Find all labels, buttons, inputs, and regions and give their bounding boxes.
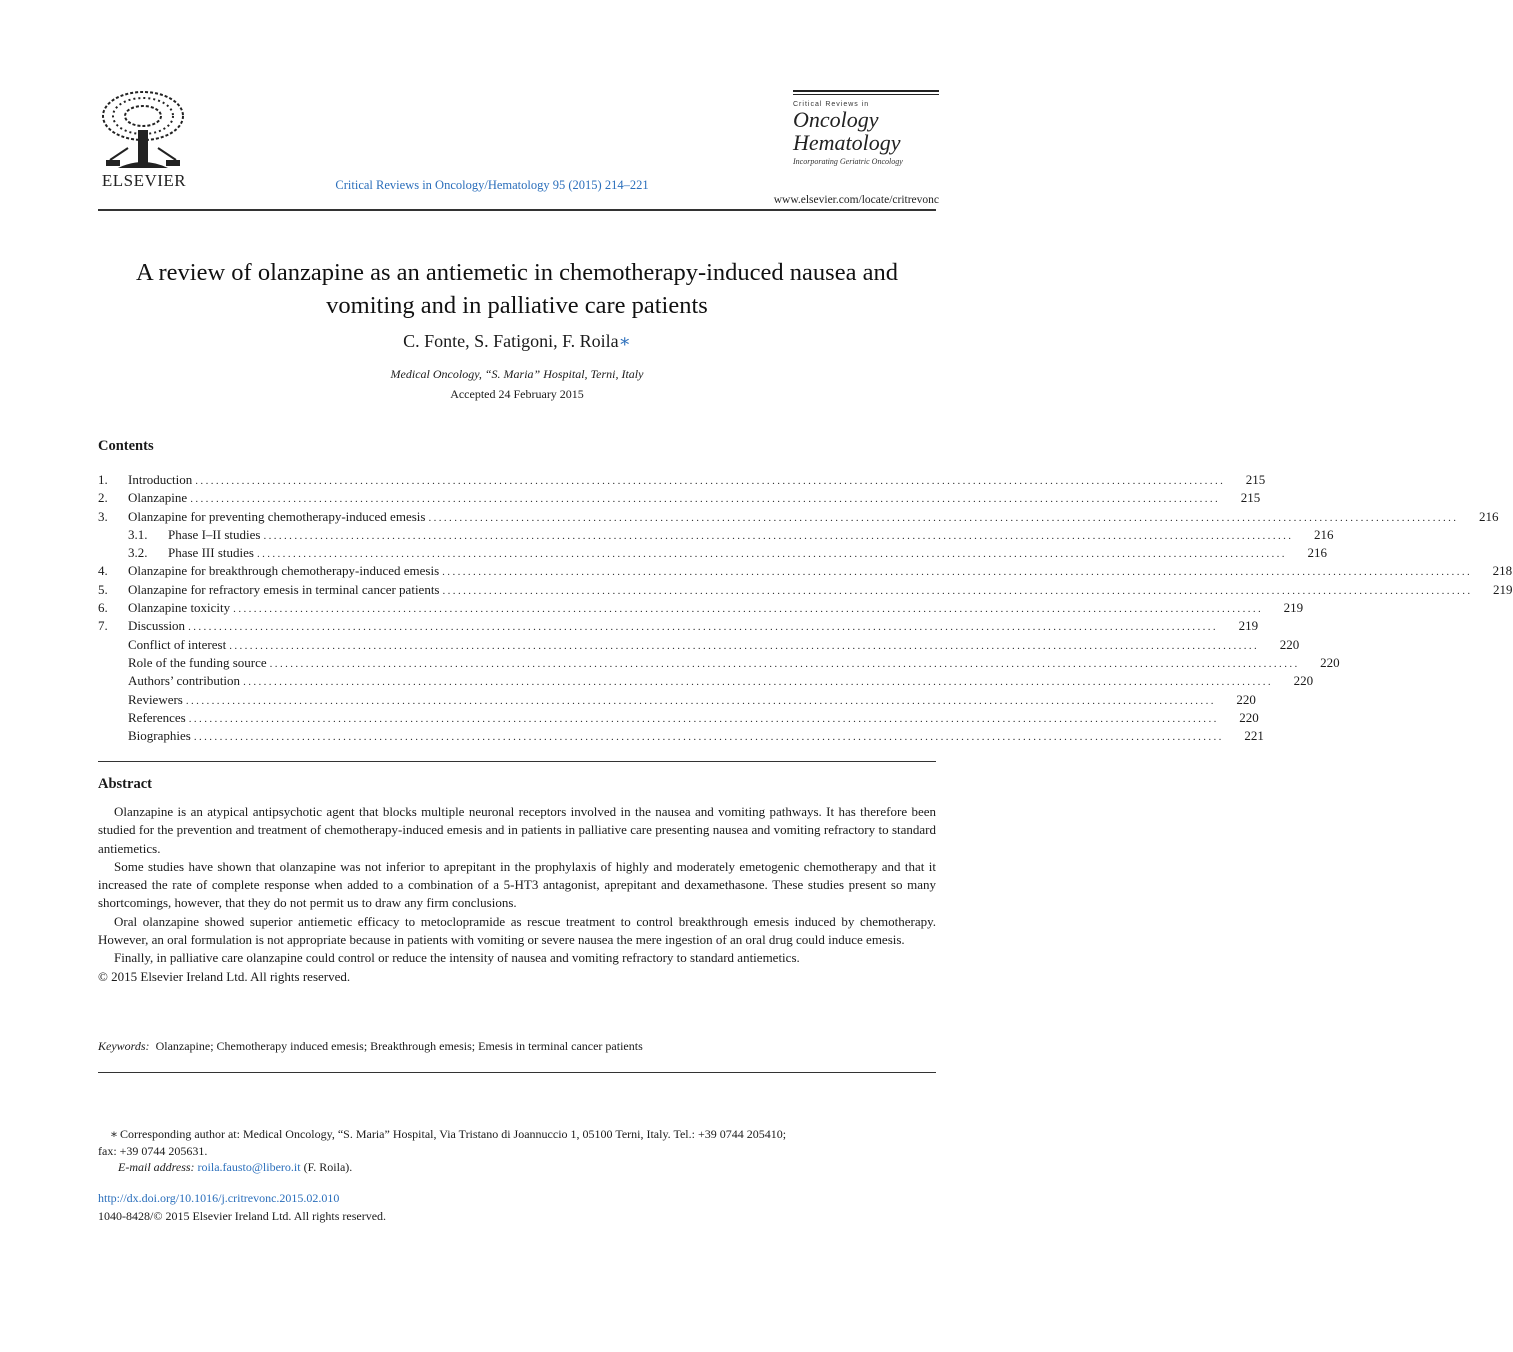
keywords [98,1039,936,1054]
toc-entry-title: Olanzapine for preventing chemotherapy-induced emesis [128,509,428,525]
footnote-mark: ∗ [109,1127,118,1141]
toc-leader-dots: ........................................................................................................................................................................................................ [190,493,1221,506]
toc-entry[interactable] [98,636,1300,655]
toc-entry[interactable] [98,472,1266,490]
toc-entry-page: 216 [1293,527,1333,543]
toc-entry[interactable] [98,508,1499,527]
contents-heading: Contents [98,438,154,454]
toc-entry[interactable] [98,618,1259,636]
toc-leader-dots: ........................................................................................................................................................................................................ [428,511,1459,524]
toc-entry[interactable] [98,563,1513,581]
table-of-contents [98,472,1513,746]
toc-entry-page: 219 [1473,582,1513,598]
toc-entry-number: 4. [98,563,108,579]
toc-entry-title: Phase III studies [168,545,257,561]
authors-text: C. Fonte, S. Fatigoni, F. Roila [403,331,619,351]
toc-entry-title: Discussion [128,618,188,634]
toc-leader-dots: ........................................................................................................................................................................................................ [269,657,1300,670]
abstract-body [98,803,936,986]
toc-entry-number: 3.2. [128,545,148,561]
toc-entry[interactable] [98,545,1327,563]
footnote-line2: fax: +39 0744 205631. [98,1143,208,1158]
journal-logo [793,90,939,166]
journal-citation-link[interactable]: Critical Reviews in Oncology/Hematology 95 (2015) 214–221 [335,178,649,192]
toc-leader-dots: ........................................................................................................................................................................................................ [185,694,1216,707]
keywords-text: Olanzapine; Chemotherapy induced emesis; Breakthrough emesis; Emesis in terminal cancer patients [155,1039,643,1053]
toc-entry-page: 220 [1259,637,1299,653]
logo-rule [793,94,939,95]
toc-entry[interactable] [98,490,1261,508]
toc-leader-dots: ........................................................................................................................................................................................................ [195,475,1226,487]
toc-leader-dots: ........................................................................................................................................................................................................ [442,566,1473,579]
toc-entry-page: 220 [1216,692,1256,708]
toc-entry-page: 220 [1273,673,1313,689]
toc-entry-page: 216 [1458,509,1498,525]
journal-logo-line2: Hematology [793,130,901,155]
toc-entry-title: Reviewers [128,692,186,708]
toc-leader-dots: ........................................................................................................................................................................................................ [256,548,1287,561]
abstract-paragraph: Some studies have shown that olanzapine was not inferior to aprepitant in the prophylaxis of highly and moderately emetogenic chemotherapy and that it increased the rate of complete response when added to a combination of a 5-HT3 antagonist, aprepitant and dexamethasone. These studies present so many shortcomings, however, that they do not permit us to draw any firm conclusions. [98,858,936,911]
footnote-line1: Corresponding author at: Medical Oncology, “S. Maria” Hospital, Via Tristano di Joannuccio 1, 05100 Terni, Italy. Tel.: +39 0744 205410; [120,1127,787,1141]
toc-entry[interactable] [98,600,1304,618]
email-link[interactable]: roila.fausto@libero.it [197,1160,301,1175]
toc-leader-dots: ........................................................................................................................................................................................................ [442,584,1473,597]
doi-link[interactable]: http://dx.doi.org/10.1016/j.critrevonc.2015.02.010 [98,1191,340,1205]
toc-leader-dots: ........................................................................................................................................................................................................ [233,603,1264,616]
toc-entry[interactable] [98,654,1340,673]
toc-leader-dots: ........................................................................................................................................................................................................ [188,712,1219,725]
toc-entry-page: 219 [1218,618,1258,634]
section-divider [98,761,936,762]
publisher-name: ELSEVIER [101,171,187,190]
toc-entry[interactable] [98,691,1256,710]
toc-entry[interactable] [98,526,1334,545]
toc-entry-page: 220 [1219,710,1259,726]
toc-entry-title: References [128,710,189,726]
toc-entry-number: 2. [98,490,108,506]
toc-entry-page: 215 [1220,490,1260,506]
toc-entry-number: 7. [98,618,108,634]
accepted-date: Accepted 24 February 2015 [450,387,584,401]
journal-logo-top-text: Critical Reviews in [793,101,870,108]
toc-entry-title: Olanzapine toxicity [128,600,233,616]
toc-entry[interactable] [98,709,1259,728]
abstract-copyright: © 2015 Elsevier Ireland Ltd. All rights reserved. [98,968,351,984]
toc-entry-title: Olanzapine [128,490,190,506]
journal-url[interactable]: www.elsevier.com/locate/critrevonc [773,194,939,206]
abstract-heading: Abstract [98,776,152,792]
journal-logo-line1: Oncology [793,107,879,132]
email-suffix: (F. Roila). [303,1160,353,1175]
toc-entry-page: 221 [1224,728,1264,744]
toc-leader-dots: ........................................................................................................................................................................................................ [193,731,1224,744]
toc-entry-page: 216 [1287,545,1327,561]
toc-entry-title: Biographies [128,728,194,744]
toc-entry-title: Olanzapine for breakthrough chemotherapy-induced emesis [128,563,442,579]
toc-entry-page: 215 [1225,472,1265,488]
keywords-label: Keywords: [98,1039,150,1053]
toc-entry-title: Role of the funding source [128,655,270,671]
toc-leader-dots: ........................................................................................................................................................................................................ [229,639,1260,652]
toc-leader-dots: ........................................................................................................................................................................................................ [263,529,1294,542]
toc-entry-number: 6. [98,600,108,616]
article-title: A review of olanzapine as an antiemetic in chemotherapy-induced nausea and vomiting and in palliative care patients [136,259,898,319]
abstract-paragraph: Finally, in palliative care olanzapine could control or reduce the intensity of nausea and vomiting refractory to standard antiemetics. [114,950,800,966]
toc-entry[interactable] [98,673,1314,691]
toc-entry-number: 3. [98,508,108,524]
corresponding-author-mark[interactable]: ∗ [618,331,631,351]
journal-logo-tagline: Incorporating Geriatric Oncology [793,157,903,166]
logo-rule [793,90,939,92]
abstract-paragraph: Oral olanzapine showed superior antiemetic efficacy to metoclopramide as rescue treatment to control breakthrough emesis induced by chemotherapy. However, an oral formulation is not appropriate because in patients with vomiting or severe nausea the mere ingestion of an oral drug could induce emesis. [98,913,936,948]
section-divider [98,1072,936,1073]
issn-copyright: 1040-8428/© 2015 Elsevier Ireland Ltd. All rights reserved. [98,1209,387,1223]
toc-entry-number: 5. [98,581,108,597]
toc-entry[interactable] [98,728,1264,746]
toc-entry-number: 1. [98,472,108,487]
toc-entry-title: Olanzapine for refractory emesis in terminal cancer patients [128,582,443,598]
abstract-paragraph: Olanzapine is an atypical antipsychotic agent that blocks multiple neuronal receptors involved in the nausea and vomiting pathways. It has therefore been studied for the prevention and treatment of chemotherapy-induced emesis and in patients in palliative care presenting nausea and vomiting refractory to standard antiemetics. [98,804,936,856]
toc-entry[interactable] [98,581,1513,600]
affiliation: Medical Oncology, “S. Maria” Hospital, Terni, Italy [390,367,644,381]
toc-entry-title: Phase I–II studies [168,527,263,543]
toc-leader-dots: ........................................................................................................................................................................................................ [188,621,1219,634]
author-list [98,331,936,352]
toc-entry-page: 219 [1263,600,1303,616]
toc-entry-page: 220 [1300,655,1340,671]
toc-leader-dots: ........................................................................................................................................................................................................ [243,676,1274,689]
toc-entry-title: Conflict of interest [128,637,229,653]
toc-entry-title: Authors’ contribution [128,673,243,689]
toc-entry-title: Introduction [128,472,195,488]
corresponding-author-footnote [98,1126,936,1176]
toc-entry-page: 218 [1472,563,1512,579]
toc-entry-number: 3.1. [128,526,148,542]
email-label: E-mail address: [118,1160,195,1175]
header-divider [98,209,936,211]
